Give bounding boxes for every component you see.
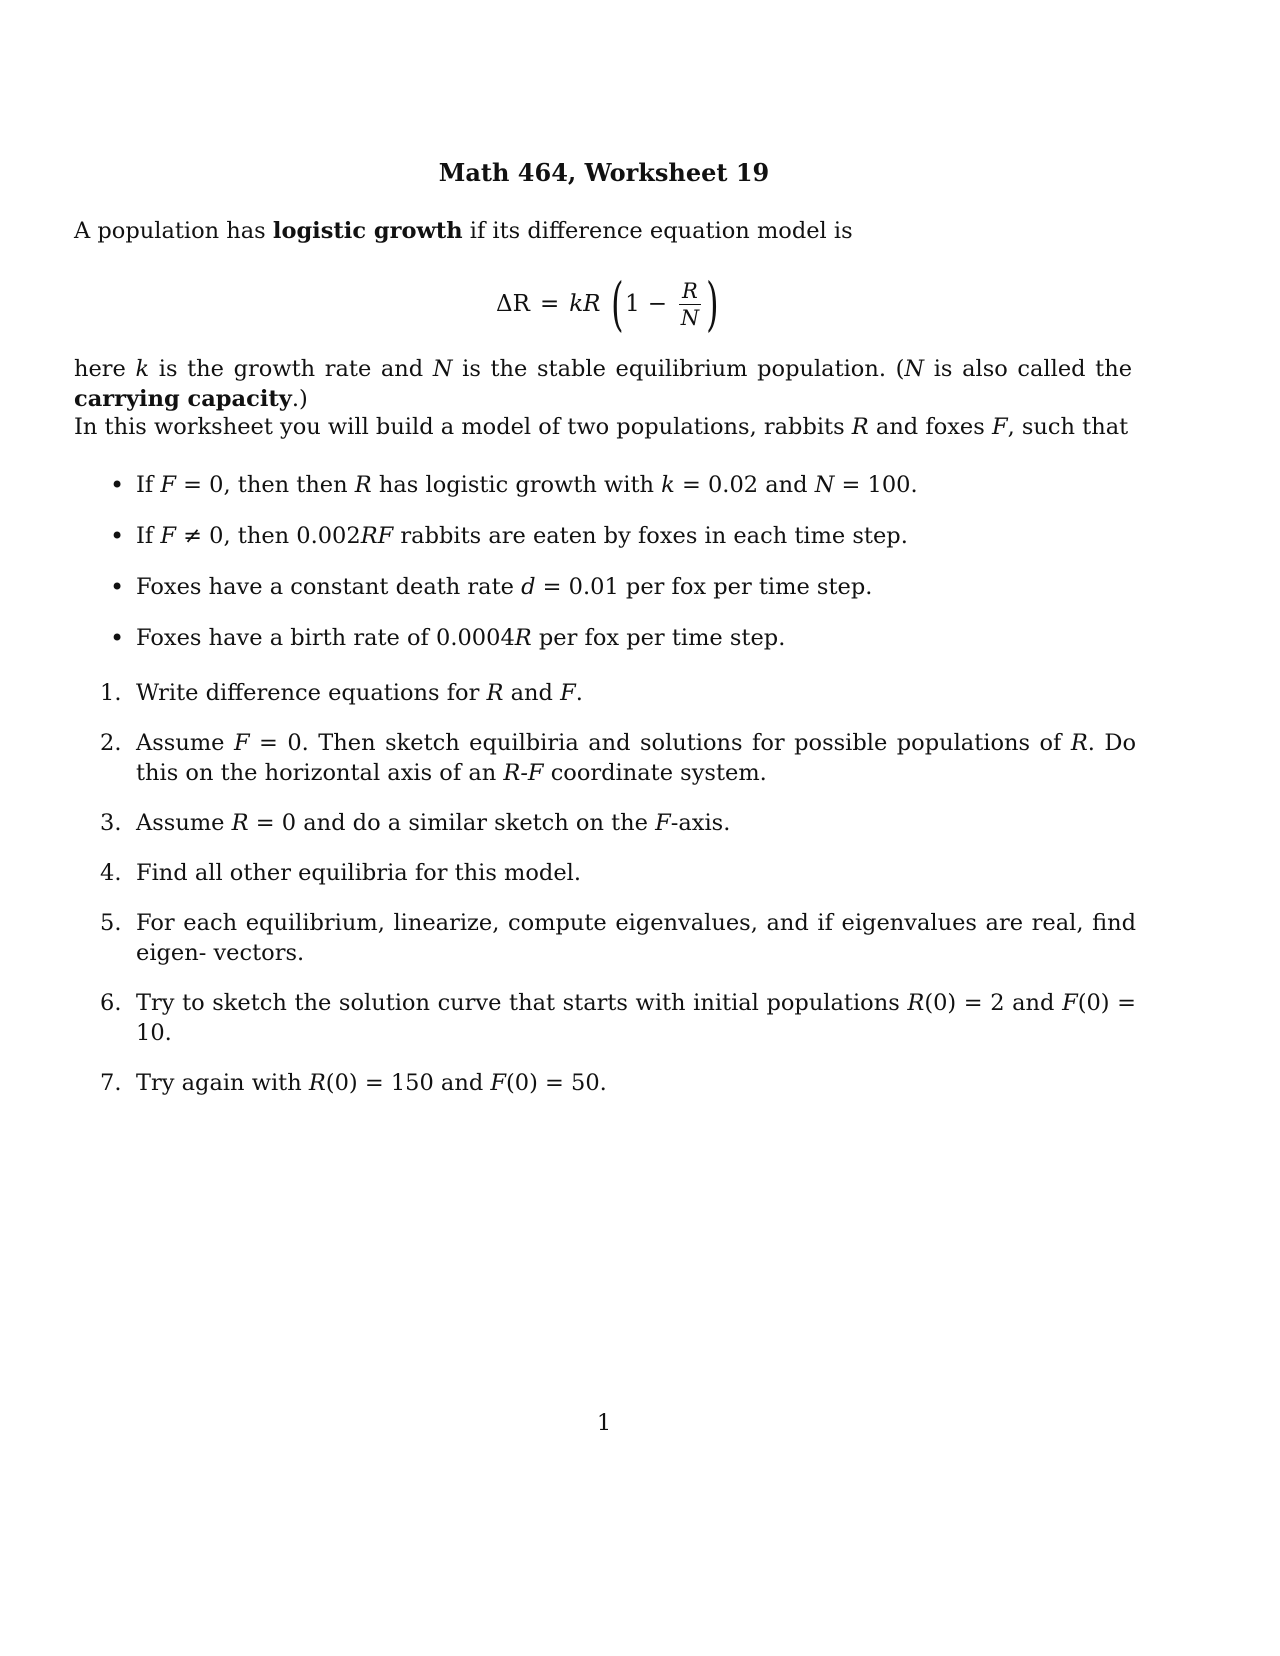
list-item: • Foxes have a constant death rate d = 0.01 per fox per time step. <box>104 572 1144 623</box>
definition-paragraph: here k is the growth rate and N is the stable equilibrium population. (N is also called the carrying capacity.) <box>74 356 1133 412</box>
intro-paragraph: A population has logistic growth if its difference equation model is <box>74 218 853 244</box>
list-item: 4. Find all other equilibria for this model. <box>100 860 581 886</box>
page-number: 1 <box>596 1410 612 1436</box>
assumption-list <box>104 470 1144 674</box>
page-title: Math 464, Worksheet 19 <box>438 158 770 187</box>
list-item: • If F = 0, then then R has logistic growth with k = 0.02 and N = 100. <box>104 470 1144 521</box>
term-carrying-capacity: carrying capacity <box>74 386 292 412</box>
list-item: 5. For each equilibrium, linearize, compute eigenvalues, and if eigenvalues are real, find eigen- vectors. <box>100 910 1136 966</box>
list-item: • If F ≠ 0, then 0.002RF rabbits are eaten by foxes in each time step. <box>104 521 1144 572</box>
list-item: 3. Assume R = 0 and do a similar sketch on the F-axis. <box>100 810 731 836</box>
list-item: • Foxes have a birth rate of 0.0004R per fox per time step. <box>104 623 1144 674</box>
model-intro-paragraph: In this worksheet you will build a model of two populations, rabbits R and foxes F, such that <box>74 414 1129 440</box>
term-logistic-growth: logistic growth <box>272 218 463 244</box>
question-list <box>100 678 1136 1118</box>
list-item: 2. Assume F = 0. Then sketch equilbiria and solutions for possible populations of R. Do this on the horizontal axis of an R-F coordinate system. <box>100 730 1137 786</box>
list-item: 1. Write difference equations for R and F. <box>100 680 583 706</box>
fraction: $\frac{R}{N}$ <box>680 278 700 330</box>
logistic-equation: ΔR = kR ( 1 − $\frac{R}{N}$ ) <box>496 270 719 338</box>
list-item: 6. Try to sketch the solution curve that starts with initial populations R(0) = 2 and F(0) = 10. <box>100 990 1137 1046</box>
list-item: 7. Try again with R(0) = 150 and F(0) = 50. <box>100 1070 607 1096</box>
